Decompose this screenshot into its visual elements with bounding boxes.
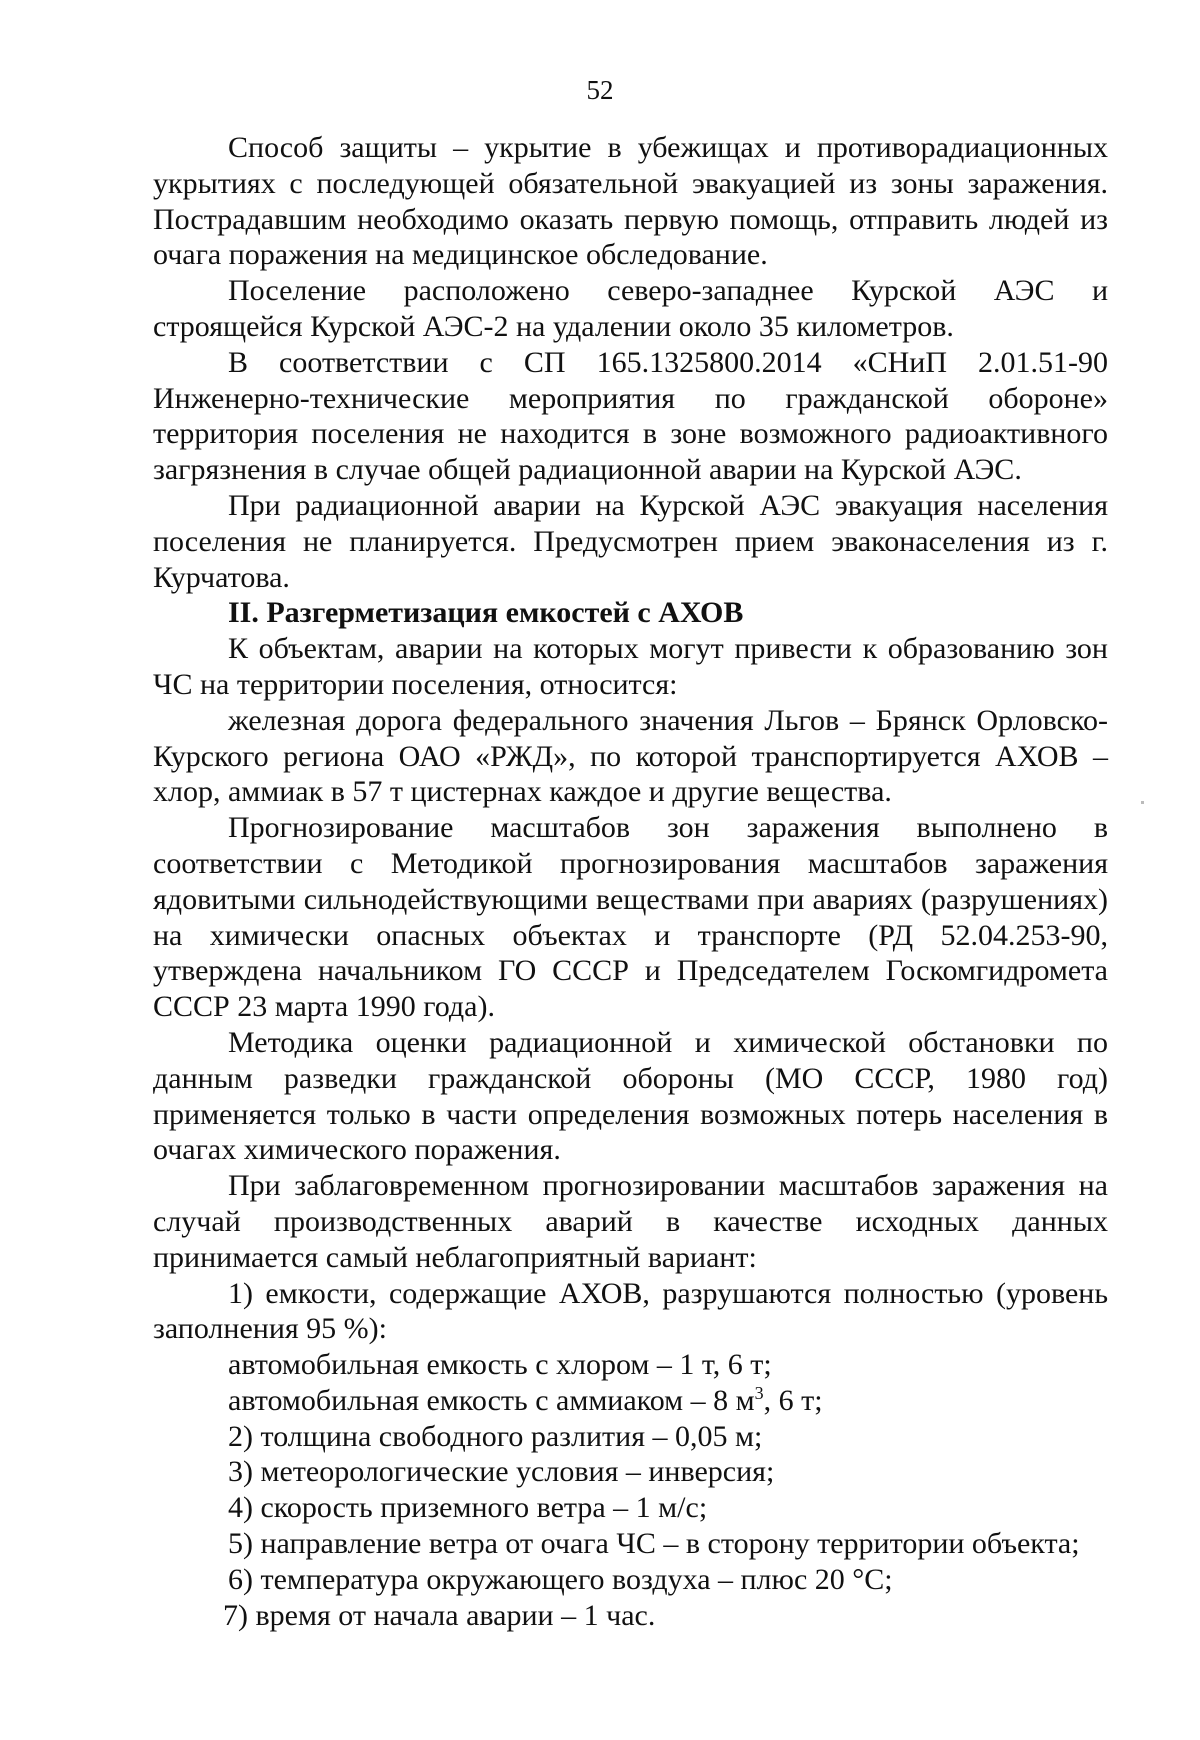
- paragraph-methodology: Методика оценки радиационной и химической обстановки по данным разведки гражданской обороны (МО СССР, 1980 год) применяется только в части определения возможных потерь населения в очагах химического поражения.: [153, 1025, 1108, 1167]
- paragraph-tanks-destroyed: 1) емкости, содержащие АХОВ, разрушаются полностью (уровень заполнения 95 %):: [153, 1276, 1108, 1346]
- paragraph-railway: железная дорога федерального значения Льгов – Брянск Орловско-Курского региона ОАО «РЖД», по которой транспортируется АХОВ – хлор, аммиак в 57 т цистернах каждое и другие вещества.: [153, 703, 1108, 809]
- ammonia-superscript: 3: [754, 1382, 764, 1403]
- paragraph-forecasting: Прогнозирование масштабов зон заражения выполнено в соответствии с Методикой прогнозирования масштабов заражения ядовитыми сильнодействующими веществами при авариях (разрушениях) на химически опасных объектах и транспорте (РД 52.04.253-90, утверждена начальником ГО СССР и Председателем Госкомгидромета СССР 23 марта 1990 года).: [153, 811, 1108, 1024]
- scan-speck: [1141, 801, 1144, 804]
- paragraph-settlement-location: Поселение расположено северо-западнее Курской АЭС и строящейся Курской АЭС-2 на удалении около 35 километров.: [153, 274, 1108, 343]
- list-item-weather: 3) метеорологические условия – инверсия;: [228, 1455, 775, 1489]
- list-item-chlorine-tank: автомобильная емкость с хлором – 1 т, 6 т;: [228, 1348, 772, 1382]
- paragraph-emergency-objects: К объектам, аварии на которых могут привести к образованию зон ЧС на территории поселения, относится:: [153, 632, 1108, 701]
- paragraph-snip-compliance: В соответствии с СП 165.1325800.2014 «СНиП 2.01.51-90 Инженерно-технические мероприятия по гражданской обороне» территория поселения не находится в зоне возможного радиоактивного загрязнения в случае общей радиационной аварии на Курской АЭС.: [153, 345, 1108, 487]
- paragraph-initial-data: При заблаговременном прогнозировании масштабов заражения на случай производственных аварий в качестве исходных данных принимается самый неблагоприятный вариант:: [153, 1169, 1108, 1274]
- list-item-temperature: 6) температура окружающего воздуха – плюс 20 °С;: [228, 1562, 893, 1596]
- page-number: 52: [586, 75, 614, 105]
- list-item-spill-thickness: 2) толщина свободного разлития – 0,05 м;: [228, 1419, 763, 1453]
- ammonia-text: автомобильная емкость с аммиаком – 8 м: [228, 1383, 755, 1417]
- section-heading: II. Разгерметизация емкостей с АХОВ: [228, 596, 744, 630]
- ammonia-text-end: , 6 т;: [763, 1383, 823, 1417]
- list-item-wind-speed: 4) скорость приземного ветра – 1 м/с;: [228, 1491, 708, 1525]
- list-item-wind-direction: 5) направление ветра от очага ЧС – в сторону территории объекта;: [228, 1527, 1080, 1561]
- document-body: [153, 130, 1108, 1633]
- list-item-time: 7) время от начала аварии – 1 час.: [223, 1598, 656, 1632]
- list-item-ammonia-tank: [153, 1383, 1108, 1419]
- paragraph-protection-method: Способ защиты – укрытие в убежищах и противорадиационных укрытиях с последующей обязательной эвакуацией из зоны заражения. Пострадавшим необходимо оказать первую помощь, отправить людей из очага поражения на медицинское обследование.: [153, 131, 1108, 272]
- paragraph-evacuation: При радиационной аварии на Курской АЭС эвакуация населения поселения не планируется. Предусмотрен прием эваконаселения из г. Курчатова.: [153, 488, 1108, 594]
